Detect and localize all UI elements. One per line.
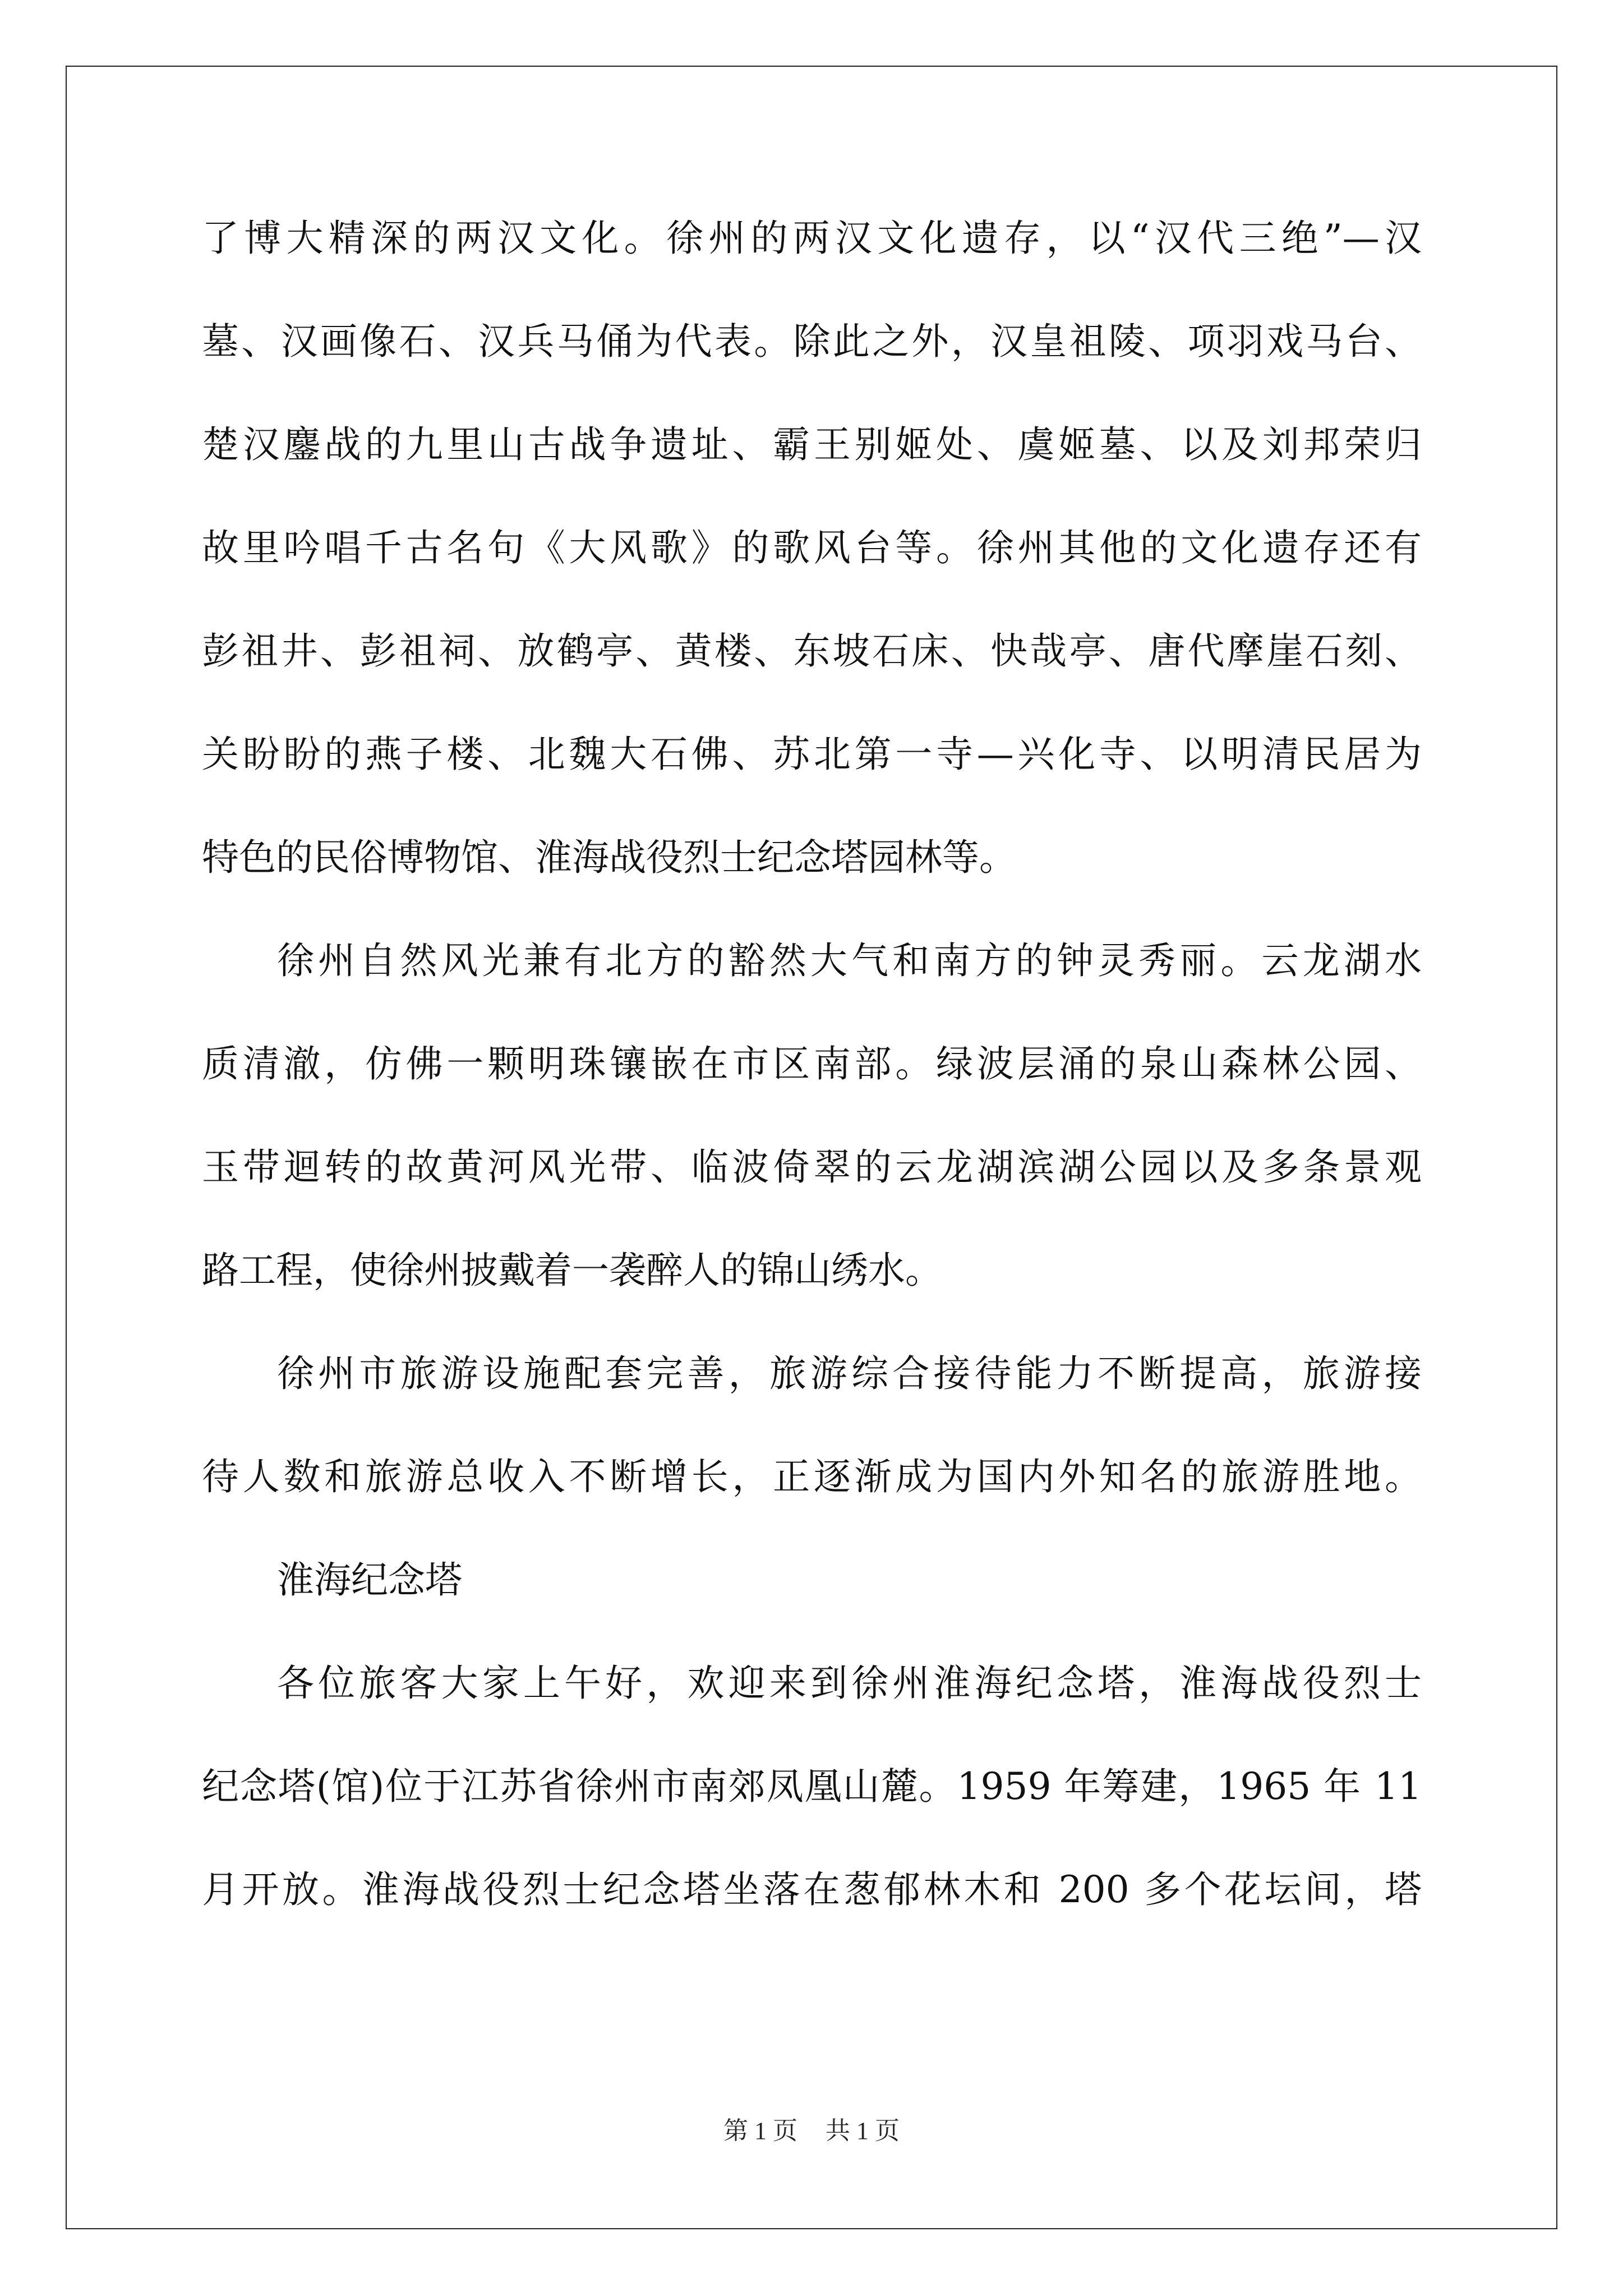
page-total: 共 1 页 (826, 2117, 900, 2145)
section-heading: 淮海纪念塔 (277, 1558, 462, 1602)
text-line: 楚汉鏖战的九里山古战争遗址、霸王别姬处、虞姬墓、以及刘邦荣归 (202, 423, 1422, 466)
text-line: 待人数和旅游总收入不断增长，正逐渐成为国内外知名的旅游胜地。 (202, 1455, 1422, 1498)
text-line: 墓、汉画像石、汉兵马俑为代表。除此之外，汉皇祖陵、项羽戏马台、 (202, 320, 1422, 363)
text-line: 特色的民俗博物馆、淮海战役烈士纪念塔园林等。 (202, 836, 1016, 879)
text-line: 玉带迴转的故黄河风光带、临波倚翠的云龙湖滨湖公园以及多条景观 (202, 1145, 1422, 1189)
text-line: 月开放。淮海战役烈士纪念塔坐落在葱郁林木和 200 多个花坛间，塔 (202, 1868, 1422, 1911)
text-line: 关盼盼的燕子楼、北魏大石佛、苏北第一寺—兴化寺、以明清民居为 (202, 733, 1422, 776)
paragraph-first-line: 各位旅客大家上午好，欢迎来到徐州淮海纪念塔，淮海战役烈士 (277, 1662, 1422, 1705)
page-footer (0, 2110, 1623, 2146)
page-number: 第 1 页 (723, 2117, 797, 2145)
text-line: 故里吟唱千古名句《大风歌》的歌风台等。徐州其他的文化遗存还有 (202, 526, 1422, 569)
text-line: 质清澈，仿佛一颗明珠镶嵌在市区南部。绿波层涌的泉山森林公园、 (202, 1042, 1422, 1085)
text-line: 纪念塔(馆)位于江苏省徐州市南郊凤凰山麓。1959 年筹建，1965 年 11 (202, 1765, 1422, 1808)
text-line: 彭祖井、彭祖祠、放鹤亭、黄楼、东坡石床、快哉亭、唐代摩崖石刻、 (202, 629, 1422, 673)
text-line: 路工程，使徐州披戴着一袭醉人的锦山绣水。 (202, 1249, 942, 1292)
paragraph-first-line: 徐州自然风光兼有北方的豁然大气和南方的钟灵秀丽。云龙湖水 (277, 939, 1422, 982)
text-line: 了博大精深的两汉文化。徐州的两汉文化遗存，以“汉代三绝”—汉 (202, 217, 1422, 260)
paragraph-first-line: 徐州市旅游设施配套完善，旅游综合接待能力不断提高，旅游接 (277, 1352, 1422, 1395)
